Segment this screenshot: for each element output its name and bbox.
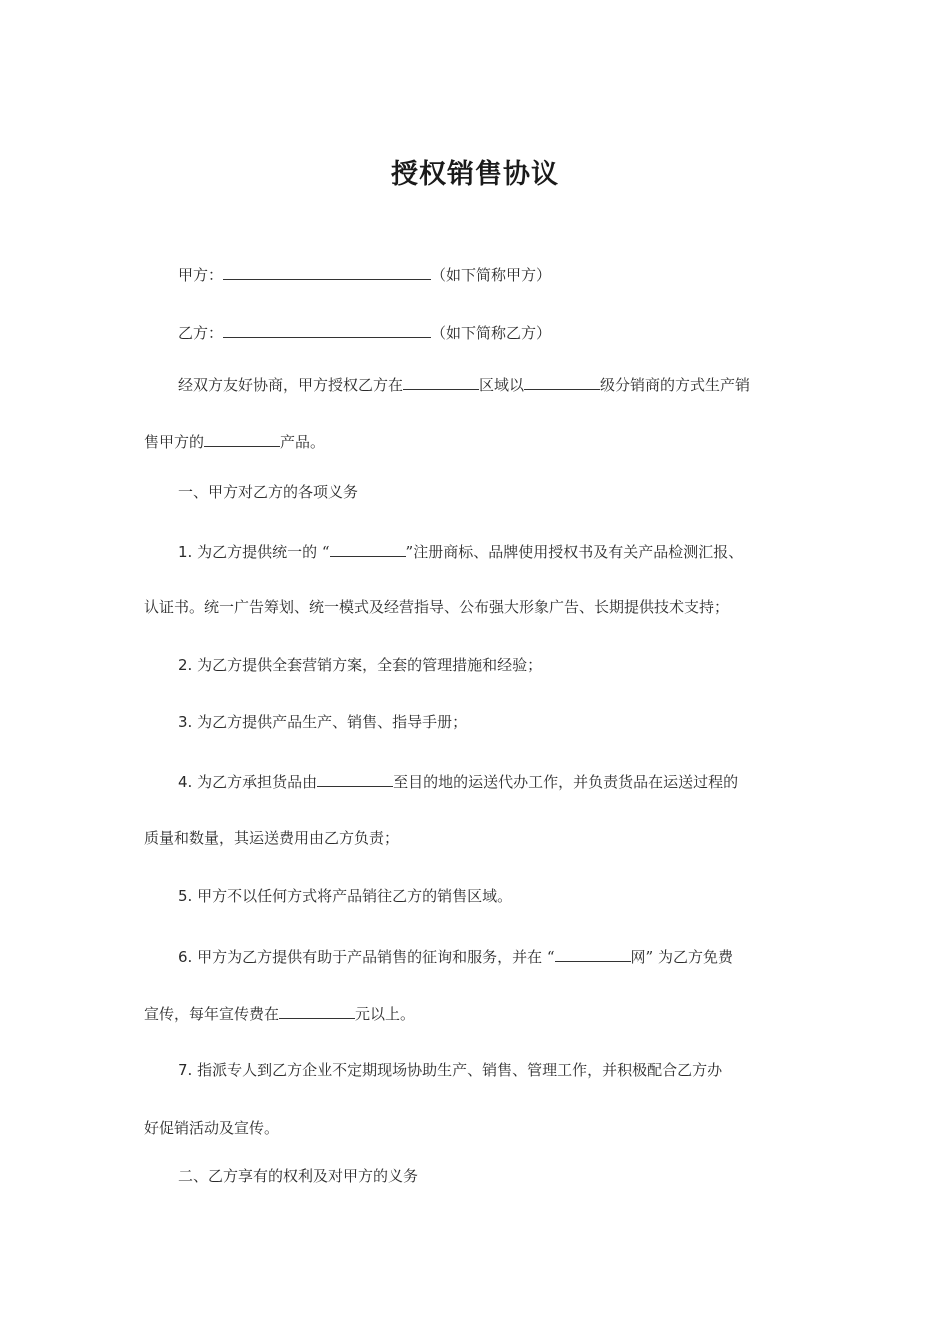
website-blank <box>555 945 631 962</box>
party-b-line <box>178 321 551 343</box>
item-1-line-2: 认证书。统一广告筹划、统一模式及经营指导、公布强大形象广告、长期提供技术支持； <box>144 598 730 616</box>
item-1-line-1 <box>178 540 743 562</box>
item-6-text-d: 元以上。 <box>355 1005 416 1023</box>
item-6-text-c: 宣传，每年宣传费在 <box>144 1005 280 1023</box>
item-4-text-b: 至目的地的运送代办工作，并负责货品在运送过程的 <box>393 773 739 791</box>
party-a-line <box>178 263 551 285</box>
section-2-heading: 二、乙方享有的权利及对甲方的义务 <box>178 1167 419 1185</box>
party-a-label: 甲方： <box>178 266 224 284</box>
party-a-blank <box>223 263 431 280</box>
item-5 <box>178 886 512 906</box>
item-4-text-a: . 为乙方承担货品由 <box>187 773 318 791</box>
item-3 <box>178 712 467 732</box>
item-6-line-2 <box>144 1002 415 1024</box>
item-5-text: . 甲方不以任何方式将产品销往乙方的销售区域。 <box>187 887 513 905</box>
origin-blank <box>317 770 393 787</box>
intro-line-2 <box>144 430 325 452</box>
product-blank <box>204 430 280 447</box>
section-1-heading: 一、甲方对乙方的各项义务 <box>178 483 359 501</box>
intro-text-5: 产品。 <box>280 433 326 451</box>
intro-text-4: 售甲方的 <box>144 433 205 451</box>
item-3-number: 3 <box>178 713 188 731</box>
item-4-number: 4 <box>178 773 188 791</box>
item-6-line-1 <box>178 945 733 967</box>
intro-line-1 <box>178 373 750 395</box>
intro-text-1: 经双方友好协商，甲方授权乙方在 <box>178 376 404 394</box>
item-6-text-b: 网” 为乙方免费 <box>630 948 733 966</box>
item-4-line-1 <box>178 770 738 792</box>
item-7-line-1 <box>178 1060 722 1080</box>
trademark-blank <box>330 540 406 557</box>
item-2 <box>178 655 542 675</box>
intro-text-2: 区域以 <box>479 376 525 394</box>
document-title: 授权销售协议 <box>391 159 559 190</box>
item-4-line-2: 质量和数量，其运送费用由乙方负责； <box>144 829 400 847</box>
party-b-label: 乙方： <box>178 324 224 342</box>
level-blank <box>524 373 600 390</box>
fee-blank <box>279 1002 355 1019</box>
item-6-number: 6 <box>178 948 188 966</box>
item-3-text: . 为乙方提供产品生产、销售、指导手册； <box>187 713 468 731</box>
region-blank <box>403 373 479 390</box>
item-2-number: 2 <box>178 656 188 674</box>
party-a-suffix: （如下简称甲方） <box>431 266 552 284</box>
item-7-line-2: 好促销活动及宣传。 <box>144 1119 280 1137</box>
item-1-text-a: . 为乙方提供统一的 “ <box>187 543 330 561</box>
item-5-number: 5 <box>178 887 188 905</box>
item-6-text-a: . 甲方为乙方提供有助于产品销售的征询和服务，并在 “ <box>187 948 555 966</box>
item-7-number: 7 <box>178 1061 188 1079</box>
party-b-suffix: （如下简称乙方） <box>431 324 552 342</box>
item-7-text-a: . 指派专人到乙方企业不定期现场协助生产、销售、管理工作，并积极配合乙方办 <box>187 1061 723 1079</box>
intro-text-3: 级分销商的方式生产销 <box>600 376 751 394</box>
item-1-number: 1 <box>178 543 188 561</box>
item-1-text-b: ”注册商标、品牌使用授权书及有关产品检测汇报、 <box>405 543 744 561</box>
party-b-blank <box>223 321 431 338</box>
item-2-text: . 为乙方提供全套营销方案，全套的管理措施和经验； <box>187 656 543 674</box>
